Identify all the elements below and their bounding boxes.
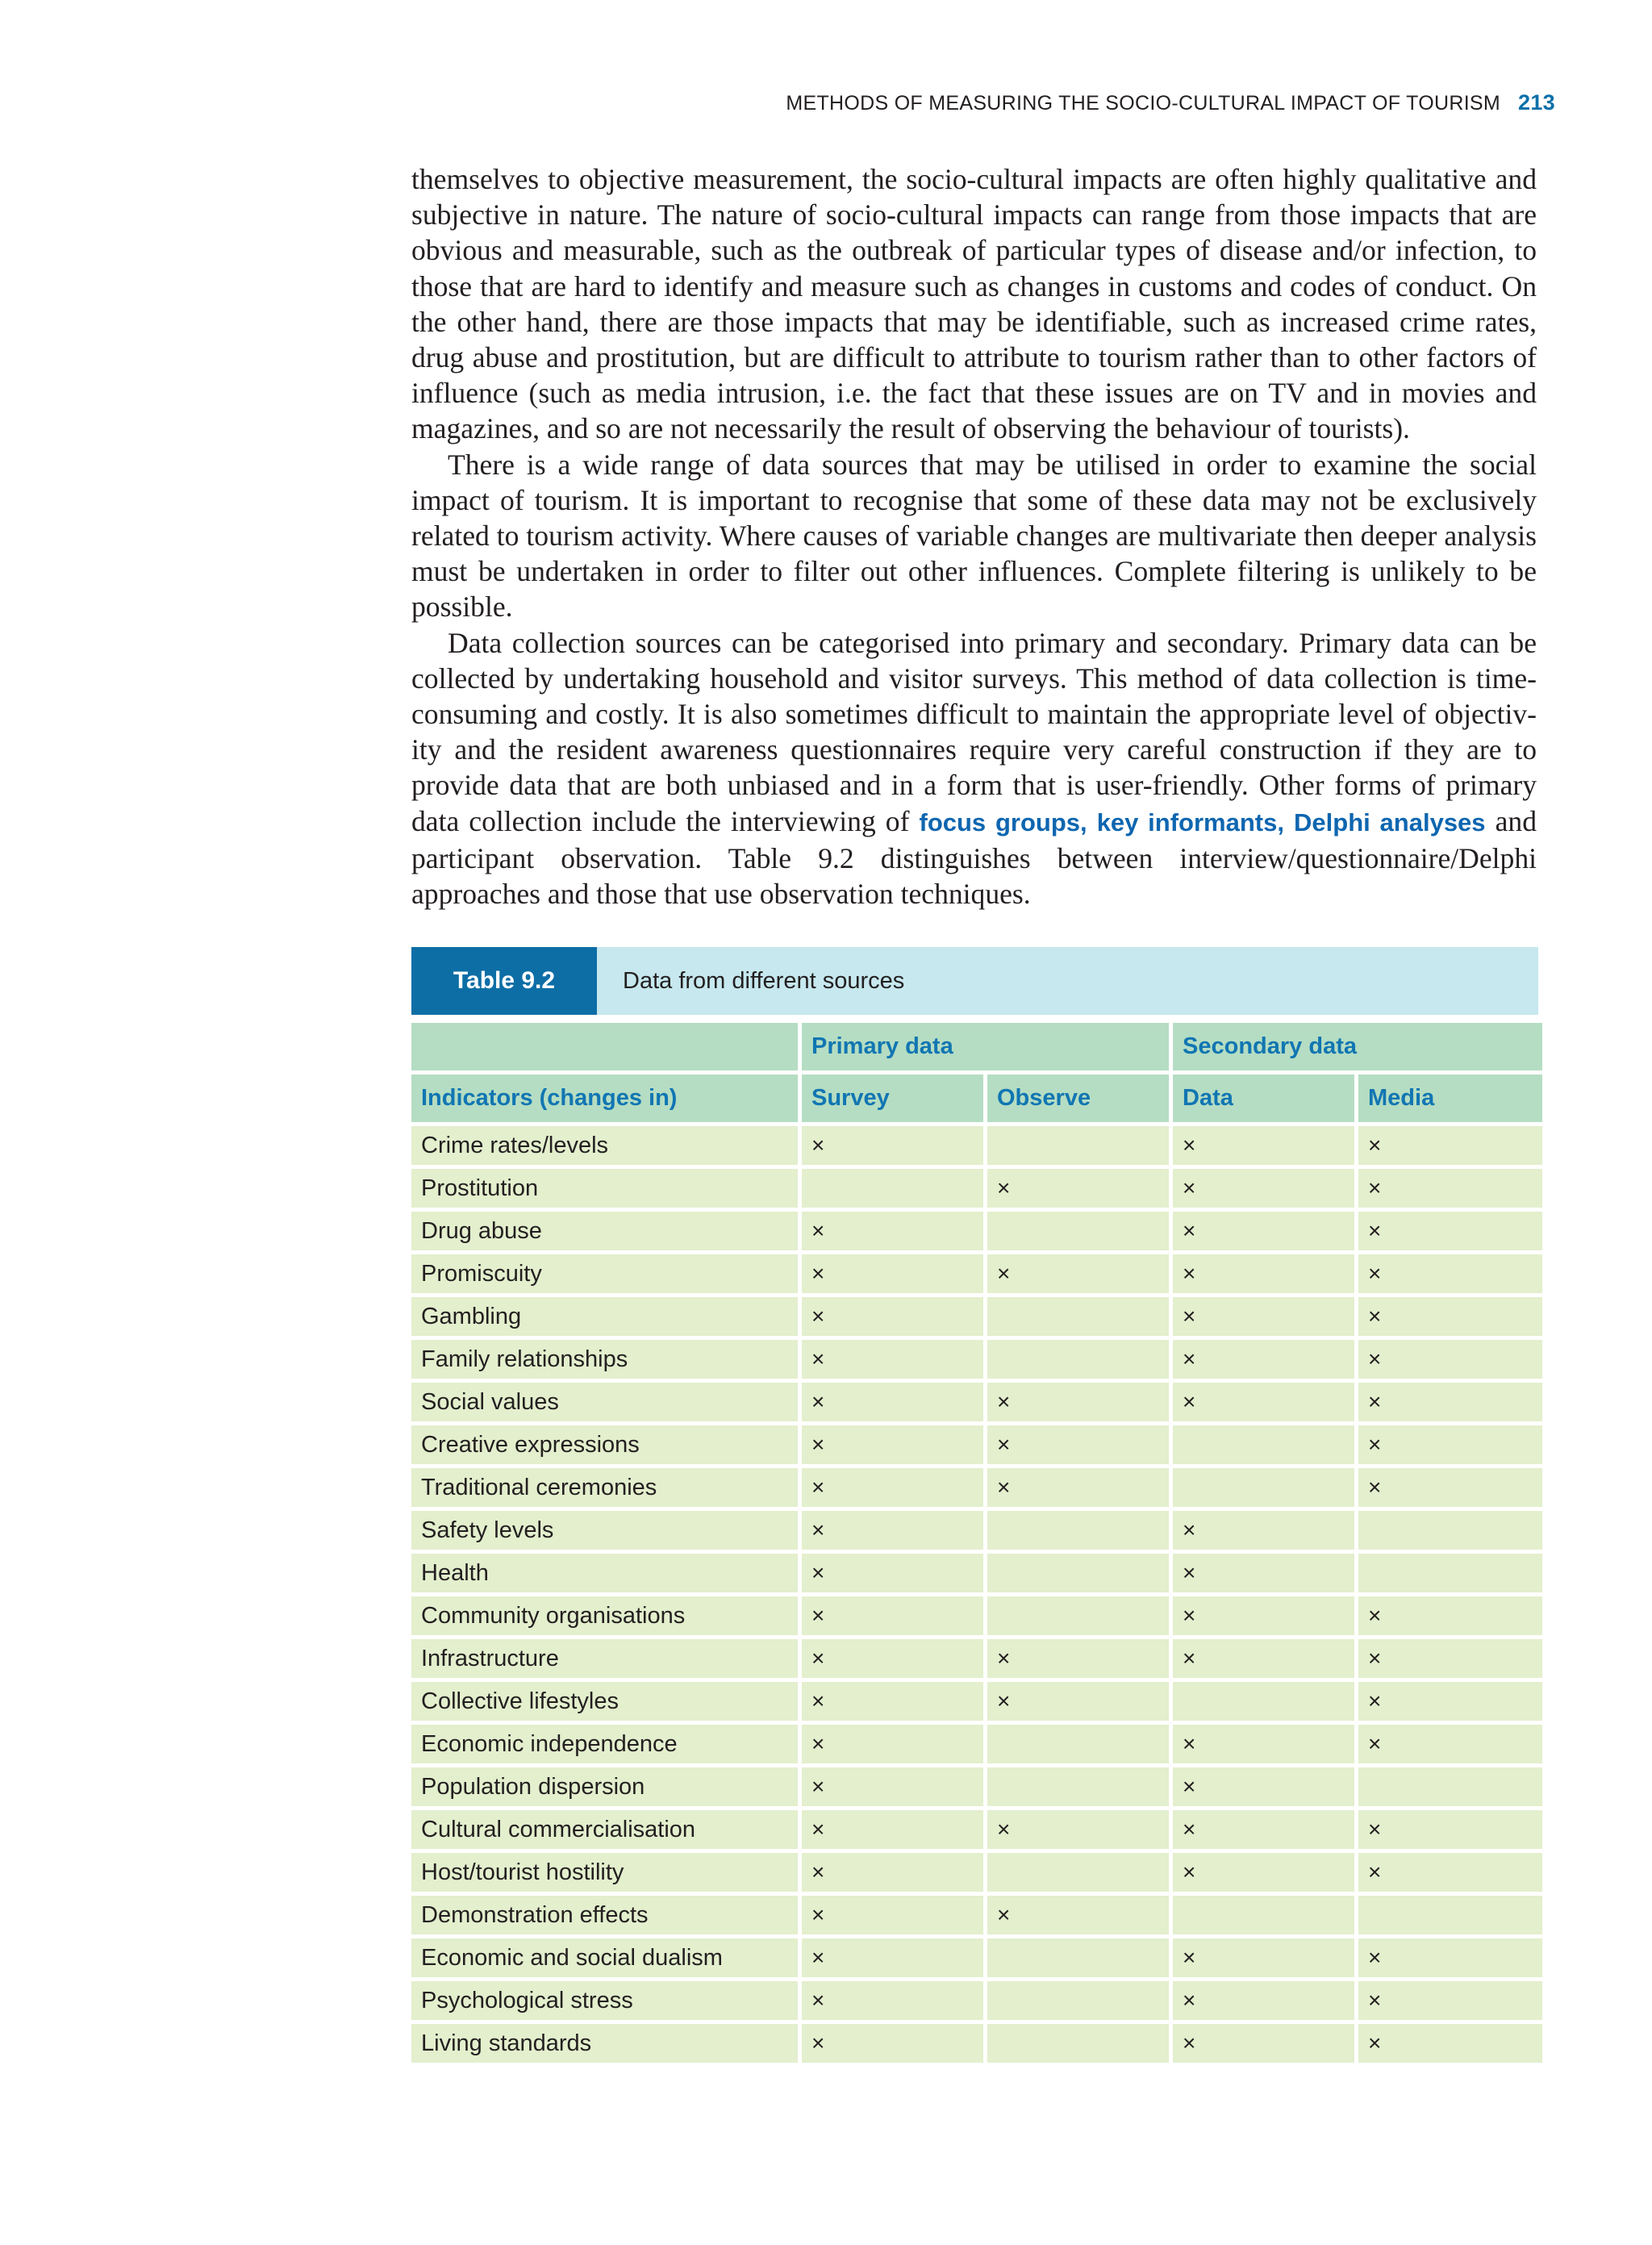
media-cell: ×: [1358, 2024, 1542, 2063]
data-cell: ×: [1173, 1981, 1354, 2020]
indicator-cell: Demonstration effects: [411, 1896, 798, 1934]
indicator-cell: Prostitution: [411, 1169, 798, 1208]
media-cell: [1358, 1896, 1542, 1934]
survey-cell: ×: [802, 1468, 983, 1507]
survey-cell: ×: [802, 1212, 983, 1250]
table-row: [411, 1254, 1542, 1293]
data-cell: ×: [1173, 1340, 1354, 1379]
indicator-cell: Health: [411, 1554, 798, 1592]
observe-cell: [987, 1297, 1169, 1336]
survey-cell: ×: [802, 1725, 983, 1763]
survey-cell: ×: [802, 1254, 983, 1293]
observe-cell: ×: [987, 1810, 1169, 1849]
indicator-cell: Promiscuity: [411, 1254, 798, 1293]
observe-cell: [987, 1767, 1169, 1806]
indicator-cell: Host/tourist hostility: [411, 1853, 798, 1892]
survey-cell: ×: [802, 1682, 983, 1721]
running-title: METHODS OF MEASURING THE SOCIO-CULTURAL IMPACT OF TOURISM: [786, 92, 1501, 115]
media-cell: ×: [1358, 1596, 1542, 1635]
table-row: [411, 1212, 1542, 1250]
indicator-cell: Infrastructure: [411, 1639, 798, 1678]
table-row: [411, 1511, 1542, 1550]
indicator-cell: Drug abuse: [411, 1212, 798, 1250]
observe-cell: [987, 1596, 1169, 1635]
survey-cell: ×: [802, 1639, 983, 1678]
data-cell: ×: [1173, 1639, 1354, 1678]
table-row: [411, 2024, 1542, 2063]
data-cell: ×: [1173, 1169, 1354, 1208]
column-header-survey: Survey: [802, 1075, 983, 1122]
indicator-cell: Psychological stress: [411, 1981, 798, 2020]
media-cell: ×: [1358, 1254, 1542, 1293]
table-row: [411, 1425, 1542, 1464]
indicator-cell: Living standards: [411, 2024, 798, 2063]
survey-cell: ×: [802, 1511, 983, 1550]
data-table: [407, 1019, 1546, 2067]
indicator-cell: Family relationships: [411, 1340, 798, 1379]
media-cell: [1358, 1511, 1542, 1550]
table-row: [411, 1169, 1542, 1208]
media-cell: ×: [1358, 1340, 1542, 1379]
group-header-row: [411, 1023, 1542, 1070]
keyword-key-informants[interactable]: key informants: [1096, 807, 1278, 837]
media-cell: ×: [1358, 1938, 1542, 1977]
media-cell: ×: [1358, 1725, 1542, 1763]
observe-cell: ×: [987, 1383, 1169, 1421]
keyword-delphi-analyses[interactable]: Delphi analyses: [1294, 807, 1486, 837]
media-cell: ×: [1358, 1297, 1542, 1336]
table-row: [411, 1767, 1542, 1806]
indicator-cell: Collective lifestyles: [411, 1682, 798, 1721]
survey-cell: ×: [802, 1896, 983, 1934]
table-title: Data from different sources: [623, 967, 905, 994]
data-cell: ×: [1173, 1511, 1354, 1550]
media-cell: ×: [1358, 1639, 1542, 1678]
observe-cell: ×: [987, 1896, 1169, 1934]
table-row: [411, 1340, 1542, 1379]
observe-cell: ×: [987, 1169, 1169, 1208]
survey-cell: ×: [802, 1853, 983, 1892]
survey-cell: ×: [802, 1554, 983, 1592]
body-text: [411, 161, 1537, 912]
group-header-blank: [411, 1023, 798, 1070]
indicator-cell: Social values: [411, 1383, 798, 1421]
data-cell: [1173, 1896, 1354, 1934]
data-cell: ×: [1173, 1767, 1354, 1806]
table-row: [411, 1639, 1542, 1678]
paragraph-3-part-b: and participant observation. Table 9.2 distinguishes between interview/questionnaire/Delphi approaches and those that use observation techniques.: [411, 804, 1537, 911]
table-row: [411, 1853, 1542, 1892]
indicator-cell: Safety levels: [411, 1511, 798, 1550]
table-row: [411, 1725, 1542, 1763]
column-header-data: Data: [1173, 1075, 1354, 1122]
media-cell: ×: [1358, 1810, 1542, 1849]
table-row: [411, 1981, 1542, 2020]
survey-cell: ×: [802, 1126, 983, 1165]
survey-cell: [802, 1169, 983, 1208]
observe-cell: ×: [987, 1468, 1169, 1507]
observe-cell: [987, 1511, 1169, 1550]
data-cell: ×: [1173, 1725, 1354, 1763]
page-number: 213: [1518, 90, 1555, 115]
data-cell: ×: [1173, 1938, 1354, 1977]
media-cell: ×: [1358, 1126, 1542, 1165]
indicator-cell: Traditional ceremonies: [411, 1468, 798, 1507]
survey-cell: ×: [802, 1340, 983, 1379]
observe-cell: ×: [987, 1254, 1169, 1293]
observe-cell: [987, 1340, 1169, 1379]
media-cell: ×: [1358, 1383, 1542, 1421]
table-caption: [411, 947, 1538, 1015]
media-cell: ×: [1358, 1425, 1542, 1464]
observe-cell: [987, 1938, 1169, 1977]
indicator-cell: Community organisations: [411, 1596, 798, 1635]
keyword-separator: ,: [1080, 807, 1087, 837]
data-cell: ×: [1173, 1853, 1354, 1892]
group-header-secondary: Secondary data: [1173, 1023, 1542, 1070]
keyword-separator: ,: [1277, 807, 1284, 837]
column-header-row: [411, 1075, 1542, 1122]
running-head: [411, 90, 1555, 115]
indicator-cell: Gambling: [411, 1297, 798, 1336]
group-header-primary: Primary data: [802, 1023, 1169, 1070]
table-row: [411, 1554, 1542, 1592]
paragraph-1: themselves to objective measurement, the socio-cultural impacts are often highly qualitative and subjective in nature. The nature of socio-cultural impacts can range from those impacts that are obvious and measurable, such as the outbreak of particular types of disease and/or infection, to those that are hard to identify and measure such as changes in customs and codes of conduct. On the other hand, there are those impacts that may be identifiable, such as increased crime rates, drug abuse and prostitution, but are difficult to attribute to tourism rather than to other factors of influence (such as media intrusion, i.e. the fact that these issues are on TV and in movies and magazines, and so are not necessarily the result of observing the behaviour of tourists).: [411, 163, 1537, 445]
table-row: [411, 1810, 1542, 1849]
data-cell: ×: [1173, 1254, 1354, 1293]
data-cell: ×: [1173, 1383, 1354, 1421]
observe-cell: [987, 2024, 1169, 2063]
data-cell: ×: [1173, 1212, 1354, 1250]
media-cell: ×: [1358, 1981, 1542, 2020]
data-cell: ×: [1173, 1810, 1354, 1849]
indicator-cell: Economic and social dualism: [411, 1938, 798, 1977]
table-row: [411, 1938, 1542, 1977]
data-cell: ×: [1173, 1596, 1354, 1635]
data-cell: ×: [1173, 1126, 1354, 1165]
indicator-cell: Crime rates/levels: [411, 1126, 798, 1165]
table-row: [411, 1297, 1542, 1336]
column-header-indicators: Indicators (changes in): [411, 1075, 798, 1122]
keyword-focus-groups[interactable]: focus groups: [919, 807, 1080, 837]
media-cell: [1358, 1554, 1542, 1592]
paragraph-2: There is a wide range of data sources that may be utilised in order to examine the social impact of tourism. It is important to recognise that some of these data may not be exclusively related to tourism activity. Where causes of variable changes are multivariate then deeper analysis must be undertaken in order to filter out other influences. Complete filtering is unlikely to be possible.: [411, 448, 1537, 624]
survey-cell: ×: [802, 1981, 983, 2020]
observe-cell: [987, 1126, 1169, 1165]
data-cell: ×: [1173, 2024, 1354, 2063]
paragraph-3: [411, 625, 1537, 912]
table-row: [411, 1383, 1542, 1421]
indicator-cell: Cultural commercialisation: [411, 1810, 798, 1849]
observe-cell: ×: [987, 1682, 1169, 1721]
survey-cell: ×: [802, 1810, 983, 1849]
observe-cell: [987, 1554, 1169, 1592]
observe-cell: ×: [987, 1639, 1169, 1678]
survey-cell: ×: [802, 1938, 983, 1977]
observe-cell: ×: [987, 1425, 1169, 1464]
data-cell: ×: [1173, 1554, 1354, 1592]
table-row: [411, 1682, 1542, 1721]
media-cell: ×: [1358, 1468, 1542, 1507]
media-cell: ×: [1358, 1682, 1542, 1721]
observe-cell: [987, 1981, 1169, 2020]
media-cell: ×: [1358, 1853, 1542, 1892]
data-cell: [1173, 1425, 1354, 1464]
survey-cell: ×: [802, 1767, 983, 1806]
media-cell: [1358, 1767, 1542, 1806]
data-cell: [1173, 1468, 1354, 1507]
survey-cell: ×: [802, 1596, 983, 1635]
survey-cell: ×: [802, 2024, 983, 2063]
observe-cell: [987, 1725, 1169, 1763]
table-row: [411, 1896, 1542, 1934]
column-header-media: Media: [1358, 1075, 1542, 1122]
survey-cell: ×: [802, 1383, 983, 1421]
observe-cell: [987, 1212, 1169, 1250]
table-row: [411, 1596, 1542, 1635]
paragraph-3-part-a: Data collection sources can be categorised into primary and secondary. Primary data can be collected by undertaking household and visitor surveys. This method of data collection is time-consuming and costly. It is also sometimes difficult to maintain the appropriate level of objectiv-ity and the resident awareness questionnaires require very careful construction if they are to provide data that are both unbiased and in a form that is user-friendly. Other forms of primary data collection include the interviewing of: [411, 626, 1537, 837]
data-cell: [1173, 1682, 1354, 1721]
survey-cell: ×: [802, 1297, 983, 1336]
table-label: Table 9.2: [411, 947, 597, 1015]
indicator-cell: Economic independence: [411, 1725, 798, 1763]
media-cell: ×: [1358, 1169, 1542, 1208]
column-header-observe: Observe: [987, 1075, 1169, 1122]
media-cell: ×: [1358, 1212, 1542, 1250]
table-row: [411, 1126, 1542, 1165]
table-body: [411, 1126, 1542, 2063]
indicator-cell: Creative expressions: [411, 1425, 798, 1464]
survey-cell: ×: [802, 1425, 983, 1464]
observe-cell: [987, 1853, 1169, 1892]
indicator-cell: Population dispersion: [411, 1767, 798, 1806]
table-row: [411, 1468, 1542, 1507]
table-9-2: [411, 947, 1538, 2067]
data-cell: ×: [1173, 1297, 1354, 1336]
